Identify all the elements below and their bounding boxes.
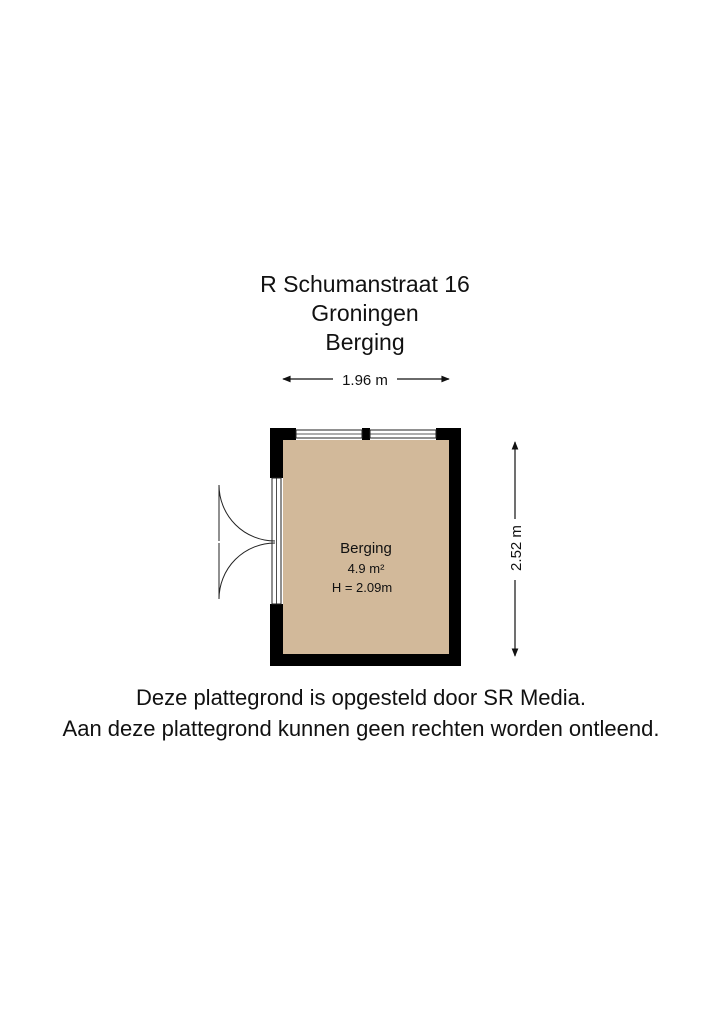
floor-title: Berging: [325, 329, 405, 355]
room-area: 4.9 m²: [347, 561, 385, 576]
wall-right: [449, 428, 461, 666]
wall-top-right: [436, 428, 461, 440]
depth-dimension-label: 2.52 m: [508, 525, 525, 571]
window-top-left: [296, 430, 362, 438]
door-swing-upper: [219, 485, 275, 541]
door-swing-lower: [219, 543, 275, 599]
window-top-right: [370, 430, 436, 438]
wall-top-left: [270, 428, 296, 440]
double-door: [219, 478, 281, 604]
width-dimension: [283, 372, 449, 389]
wall-left-lower: [270, 604, 283, 666]
wall-top-mullion: [362, 428, 370, 440]
disclaimer-line-1: Deze plattegrond is opgesteld door SR Media.: [135, 685, 587, 710]
width-dimension-label: 1.96 m: [342, 372, 388, 389]
address-title: R Schumanstraat 16: [260, 271, 470, 297]
room-height: H = 2.09m: [331, 580, 393, 595]
room-name: Berging: [340, 540, 392, 557]
depth-dimension: [508, 442, 525, 656]
city-title: Groningen: [311, 300, 419, 326]
disclaimer-line-2: Aan deze plattegrond kunnen geen rechten worden ontleend.: [62, 716, 660, 741]
wall-bottom: [270, 654, 461, 666]
